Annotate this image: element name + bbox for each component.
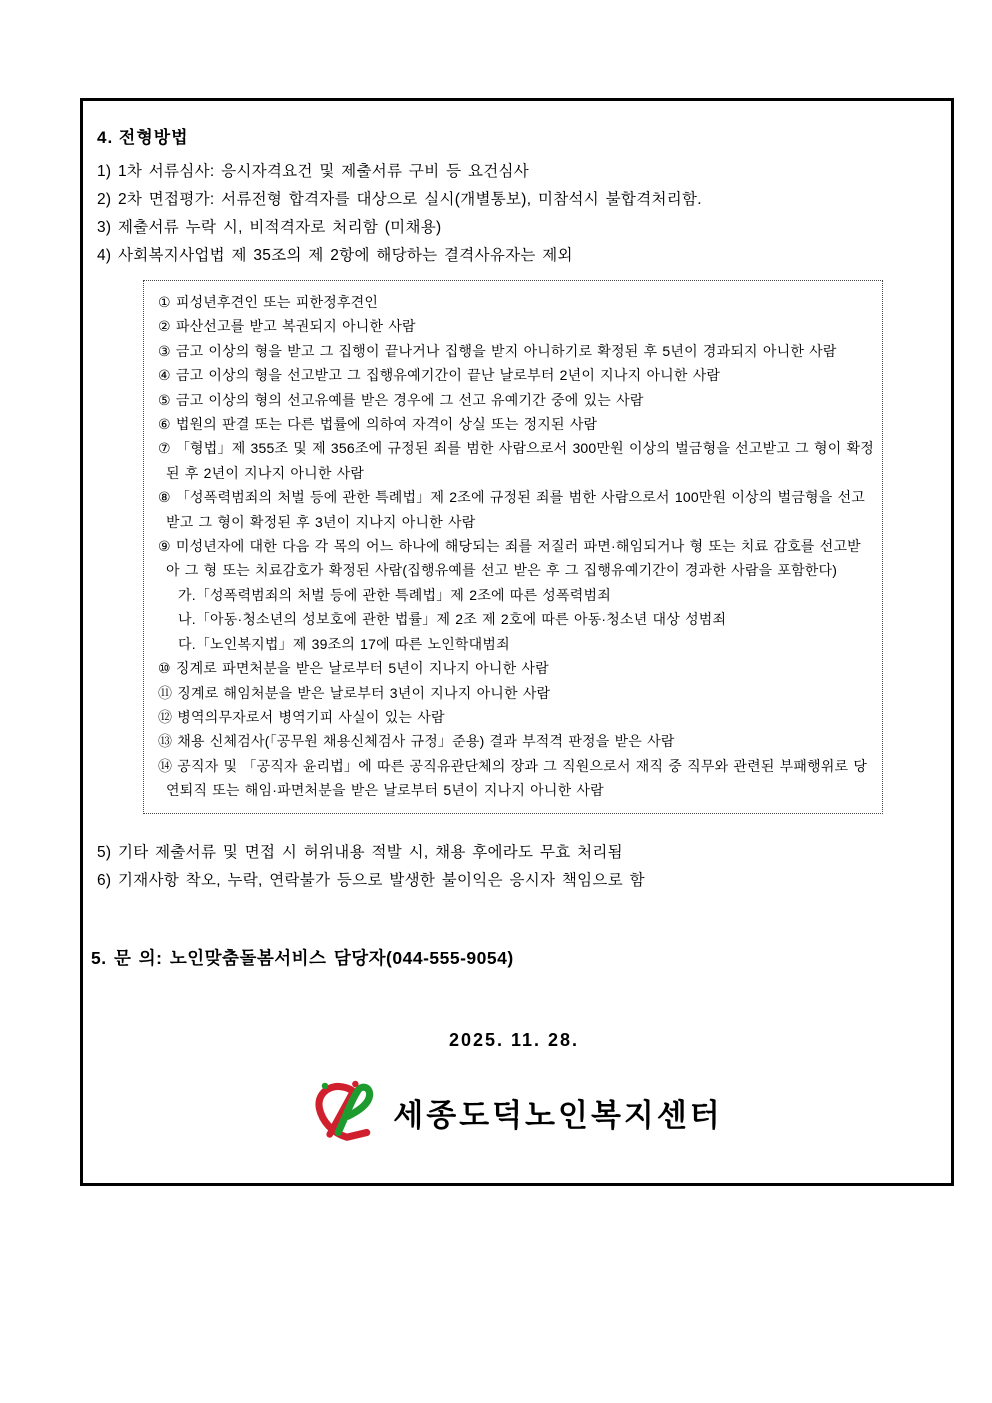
disqualification-item-1: ① 피성년후견인 또는 피한정후견인: [158, 294, 379, 310]
notice-frame: [80, 98, 954, 1186]
disqualification-box: [143, 280, 883, 814]
selection-method-list: [97, 158, 931, 270]
disqualification-item-9-sub-na: 나.「아동·청소년의 성보호에 관한 법률」제 2조 제 2호에 따른 아동·청소년 대상 성범죄: [178, 611, 727, 628]
center-logo-icon: [305, 1077, 381, 1149]
disqualification-item-2: ② 파산선고를 받고 복권되지 아니한 사람: [158, 318, 416, 335]
disqualification-item-5: ⑤ 금고 이상의 형의 선고유예를 받은 경우에 그 선고 유예기간 중에 있는 사람: [158, 391, 644, 408]
disqualification-item-3: ③ 금고 이상의 형을 받고 그 집행이 끝나거나 집행을 받지 아니하기로 확정된 후 5년이 경과되지 아니한 사람: [158, 342, 837, 359]
method-item-4: 4) 사회복지사업법 제 35조의 제 2항에 해당하는 결격사유자는 제외: [97, 247, 573, 264]
disqualification-item-9: ⑨ 미성년자에 대한 다음 각 목의 어느 하나에 해당되는 죄를 저질러 파면·해임되거나 형 또는 치료 감호를 선고받아 그 형 또는 치료감호가 확정된 사람(집행유예를 선고 받은 후 그 집행유예기간이 경과한 사람을 포함한다): [158, 538, 861, 579]
contact-line: 5. 문 의: 노인맞춤돌봄서비스 담당자(044-555-9054): [91, 947, 514, 968]
issue-date: 2025. 11. 28.: [448, 1029, 580, 1050]
section-4-title: 4. 전형방법: [97, 128, 189, 147]
notes-list: [97, 839, 931, 895]
organization-name: 세종도덕노인복지센터: [393, 1098, 723, 1134]
disqualification-item-4: ④ 금고 이상의 형을 선고받고 그 집행유예기간이 끝난 날로부터 2년이 지나지 아니한 사람: [158, 367, 721, 384]
disqualification-item-11: ⑪ 징계로 해임처분을 받은 날로부터 3년이 지나지 아니한 사람: [158, 684, 551, 701]
method-item-2: 2) 2차 면접평가: 서류전형 합격자를 대상으로 실시(개별통보), 미참석시 불합격처리함.: [97, 191, 702, 208]
disqualification-item-9-sub-ga: 가.「성폭력범죄의 처벌 등에 관한 특례법」제 2조에 따른 성폭력범죄: [178, 586, 611, 603]
method-item-3: 3) 제출서류 누락 시, 비적격자로 처리함 (미채용): [97, 219, 442, 236]
disqualification-item-8: ⑧ 「성폭력범죄의 처벌 등에 관한 특례법」제 2조에 규정된 죄를 범한 사람으로서 100만원 이상의 벌금형을 선고받고 그 형이 확정된 후 3년이 지나지 아니한 사람: [158, 489, 866, 530]
note-item-6: 6) 기재사항 착오, 누락, 연락불가 등으로 발생한 불이익은 응시자 책임으로 함: [97, 871, 645, 889]
disqualification-item-6: ⑥ 법원의 판결 또는 다른 법률에 의하여 자격이 상실 또는 정지된 사람: [158, 416, 598, 433]
method-item-1: 1) 1차 서류심사: 응시자격요건 및 제출서류 구비 등 요건심사: [97, 163, 530, 180]
disqualification-item-12: ⑫ 병역의무자로서 병역기피 사실이 있는 사람: [158, 708, 445, 725]
disqualification-item-13: ⑬ 채용 신체검사(「공무원 채용신체검사 규정」준용) 결과 부적격 판정을 받은 사람: [158, 733, 675, 750]
disqualification-item-10: ⑩ 징계로 파면처분을 받은 날로부터 5년이 지나지 아니한 사람: [158, 660, 549, 677]
disqualification-item-9-sub-da: 다.「노인복지법」제 39조의 17에 따른 노인학대범죄: [178, 635, 510, 652]
organization-signature: [97, 1077, 931, 1149]
disqualification-item-7: ⑦ 「형법」제 355조 및 제 356조에 규정된 죄를 범한 사람으로서 300만원 이상의 벌금형을 선고받고 그 형이 확정된 후 2년이 지나지 아니한 사람: [158, 440, 874, 481]
disqualification-item-14: ⑭ 공직자 및 「공직자 윤리법」에 따른 공직유관단체의 장과 그 직원으로서 재직 중 직무와 관련된 부패행위로 당연퇴직 또는 해임·파면처분을 받은 날로부터 5년이 지나지 아니한 사람: [158, 757, 868, 799]
note-item-5: 5) 기타 제출서류 및 면접 시 허위내용 적발 시, 채용 후에라도 무효 처리됨: [97, 843, 623, 861]
